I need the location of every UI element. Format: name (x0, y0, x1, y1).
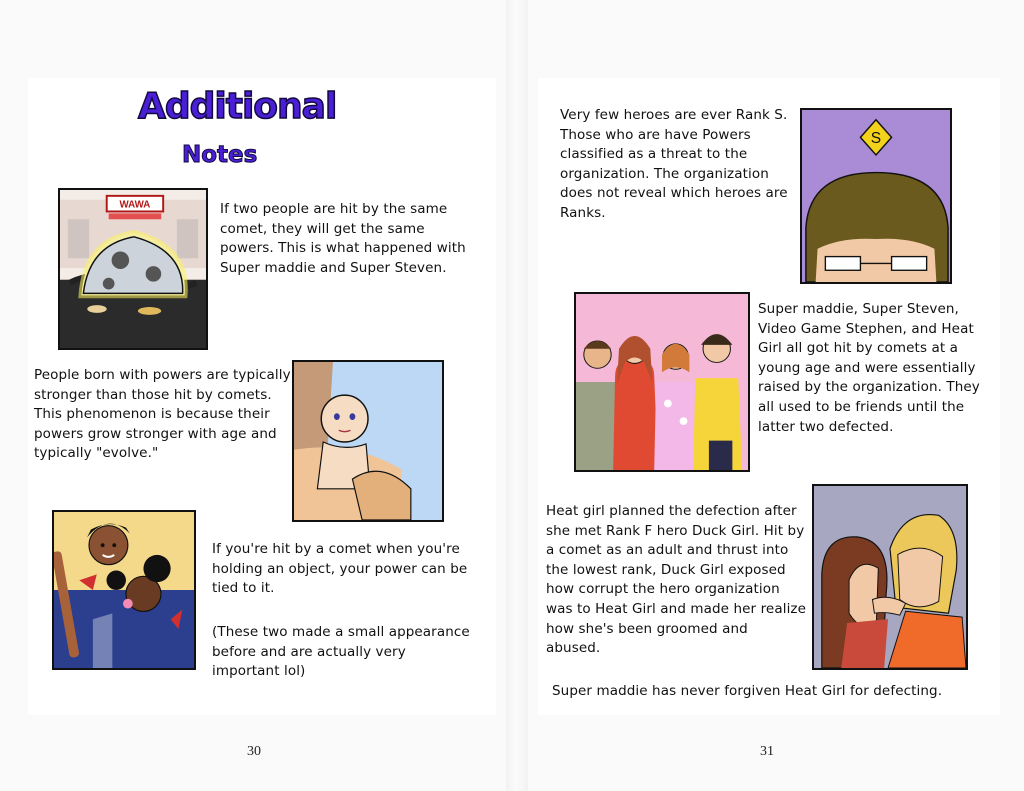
paragraph-heat-girl-defection: Heat girl planned the defection after she met Rank F hero Duck Girl. Hit by a comet as an adult and thrust into the lowest rank, Duck Girl exposed how corrupt the hero organization was to Heat Girl and made her realize how she's been groomed and abused. (546, 503, 807, 657)
page-number-left: 30 (247, 744, 261, 759)
paragraph-never-forgiven: Super maddie has never forgiven Heat Girl for defecting. (552, 683, 943, 699)
paragraph-born-with-powers: People born with powers are typically stronger than those hit by comets. This phenomenon is because their powers grow stronger with age and typically "evolve." (34, 367, 291, 462)
paragraph-shared-comet: If two people are hit by the same comet, they will get the same powers. This is what happened with Super maddie and Super Steven. (220, 201, 466, 276)
page-title: Additional (138, 86, 337, 127)
paragraph-aside: (These two made a small appearance before and are actually very important lol) (212, 624, 470, 680)
paragraph-holding-object: If you're hit by a comet when you're holding an object, your power can be tied to it. (212, 541, 468, 597)
baby-illustration (292, 360, 444, 522)
four-heroes-illustration (574, 292, 750, 472)
paragraph-raised-by-org: Super maddie, Super Steven, Video Game Stephen, and Heat Girl all got hit by comets at a young age and were essentially raised by the organization. They all used to be friends until the latter two defected. (758, 301, 980, 435)
store-sign-text: WAWA (119, 199, 151, 211)
page-subtitle: Notes (182, 142, 258, 168)
comet-crash-illustration (58, 188, 208, 350)
heat-girl-duck-girl-illustration (812, 484, 968, 670)
paragraph-rank-s: Very few heroes are ever Rank S. Those who are have Powers classified as a threat to the organization. The organization does not reveal which heroes are Ranks. (560, 107, 788, 221)
rank-s-hero-illustration (800, 108, 952, 284)
rank-badge-letter: S (870, 130, 882, 148)
book-gutter (506, 0, 528, 791)
page-number-right: 31 (760, 744, 774, 759)
two-kids-illustration (52, 510, 196, 670)
